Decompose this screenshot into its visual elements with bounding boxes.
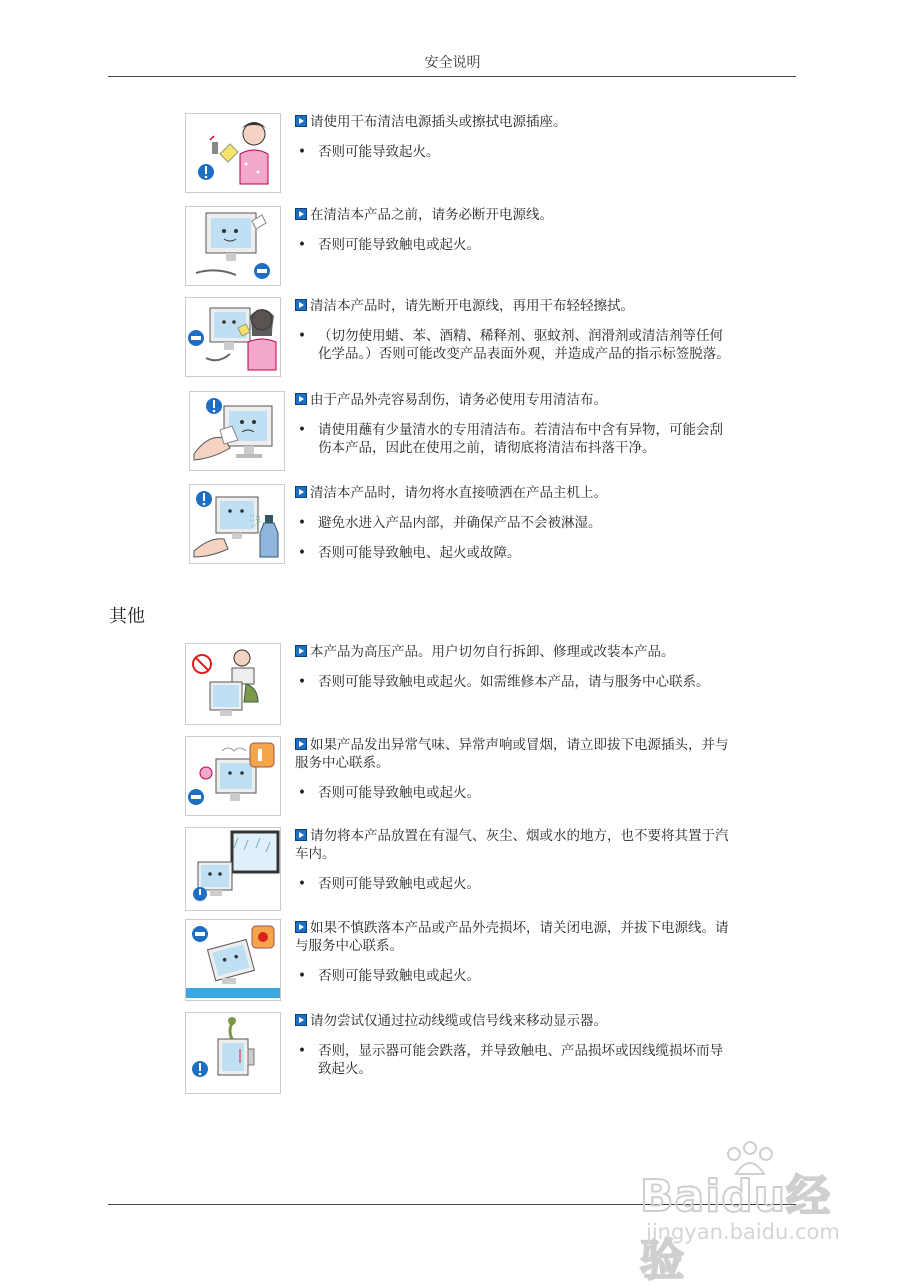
arrow-bullet-icon [295,393,307,405]
item-heading: 请勿将本产品放置在有湿气、灰尘、烟或水的地方，也不要将其置于汽车内。 [295,828,729,862]
arrow-bullet-icon [295,645,307,657]
baidu-watermark [640,1140,865,1286]
unplug-monitor-icon [185,206,281,286]
item-heading: 清洁本产品时，请勿将水直接喷洒在产品主机上。 [310,485,607,501]
spray-monitor-icon [189,484,285,564]
item-heading: 清洁本产品时，请先断开电源线，再用干布轻轻擦拭。 [310,298,634,314]
item-bullet: • 否则可能导致触电或起火。 [295,967,735,985]
arrow-bullet-icon [295,738,307,750]
section-title: 其他 [109,606,145,627]
item-bullet: • 请使用蘸有少量清水的专用清洁布。若清洁布中含有异物，可能会刮伤本产品，因此在使用之前，请彻底将清洁布抖落干净。 [295,421,735,457]
item-heading: 请勿尝试仅通过拉动线缆或信号线来移动显示器。 [310,1013,607,1029]
cleaning-plug-icon [185,113,281,193]
item-bullet: • 否则可能导致触电或起火。 [295,784,735,802]
arrow-bullet-icon [295,1014,307,1026]
arrow-bullet-icon [295,299,307,311]
item-bullet: • 否则，显示器可能会跌落，并导致触电、产品损坏或因线缆损坏而导致起火。 [295,1042,735,1078]
item-bullet: • 否则可能导致触电或起火。 [295,236,735,254]
item-bullet: • 否则可能导致触电、起火或故障。 [295,544,735,562]
item-heading: 如果不慎跌落本产品或产品外壳损坏，请关闭电源，并拔下电源线。请与服务中心联系。 [295,920,729,954]
arrow-bullet-icon [295,208,307,220]
cable-pull-icon [185,1012,281,1094]
wet-window-icon [185,827,281,911]
item-bullet: • 否则可能导致起火。 [295,143,735,161]
item-heading: 在清洁本产品之前，请务必断开电源线。 [310,207,553,223]
watermark-url: jingyan.baidu.com [646,1220,840,1244]
item-bullet: • 避免水进入产品内部，并确保产品不会被淋湿。 [295,514,735,532]
arrow-bullet-icon [295,921,307,933]
watermark-logo: Baidu经验 [640,1171,832,1286]
item-heading: 本产品为高压产品。用户切勿自行拆卸、修理或改装本产品。 [310,644,675,660]
page-header-title: 安全说明 [424,55,481,71]
item-heading: 如果产品发出异常气味、异常声响或冒烟，请立即拔下电源插头，并与服务中心联系。 [295,737,729,771]
item-heading: 请使用干布清洁电源插头或擦拭电源插座。 [310,114,567,130]
item-heading: 由于产品外壳容易刮伤，请务必使用专用清洁布。 [310,392,607,408]
dropped-monitor-icon [185,919,281,1001]
repair-prohibited-icon [185,643,281,725]
item-bullet: • 否则可能导致触电或起火。 [295,875,735,893]
wipe-monitor-icon [185,297,281,377]
item-bullet: • 否则可能导致触电或起火。如需维修本产品，请与服务中心联系。 [295,673,735,691]
arrow-bullet-icon [295,829,307,841]
cloth-monitor-icon [189,391,285,471]
arrow-bullet-icon [295,115,307,127]
header-rule [108,76,796,77]
smoke-monitor-icon [185,736,281,816]
arrow-bullet-icon [295,486,307,498]
item-bullet: • （切勿使用蜡、苯、酒精、稀释剂、驱蚊剂、润滑剂或清洁剂等任何化学品。）否则可能改变产品表面外观，并造成产品的指示标签脱落。 [295,327,735,363]
